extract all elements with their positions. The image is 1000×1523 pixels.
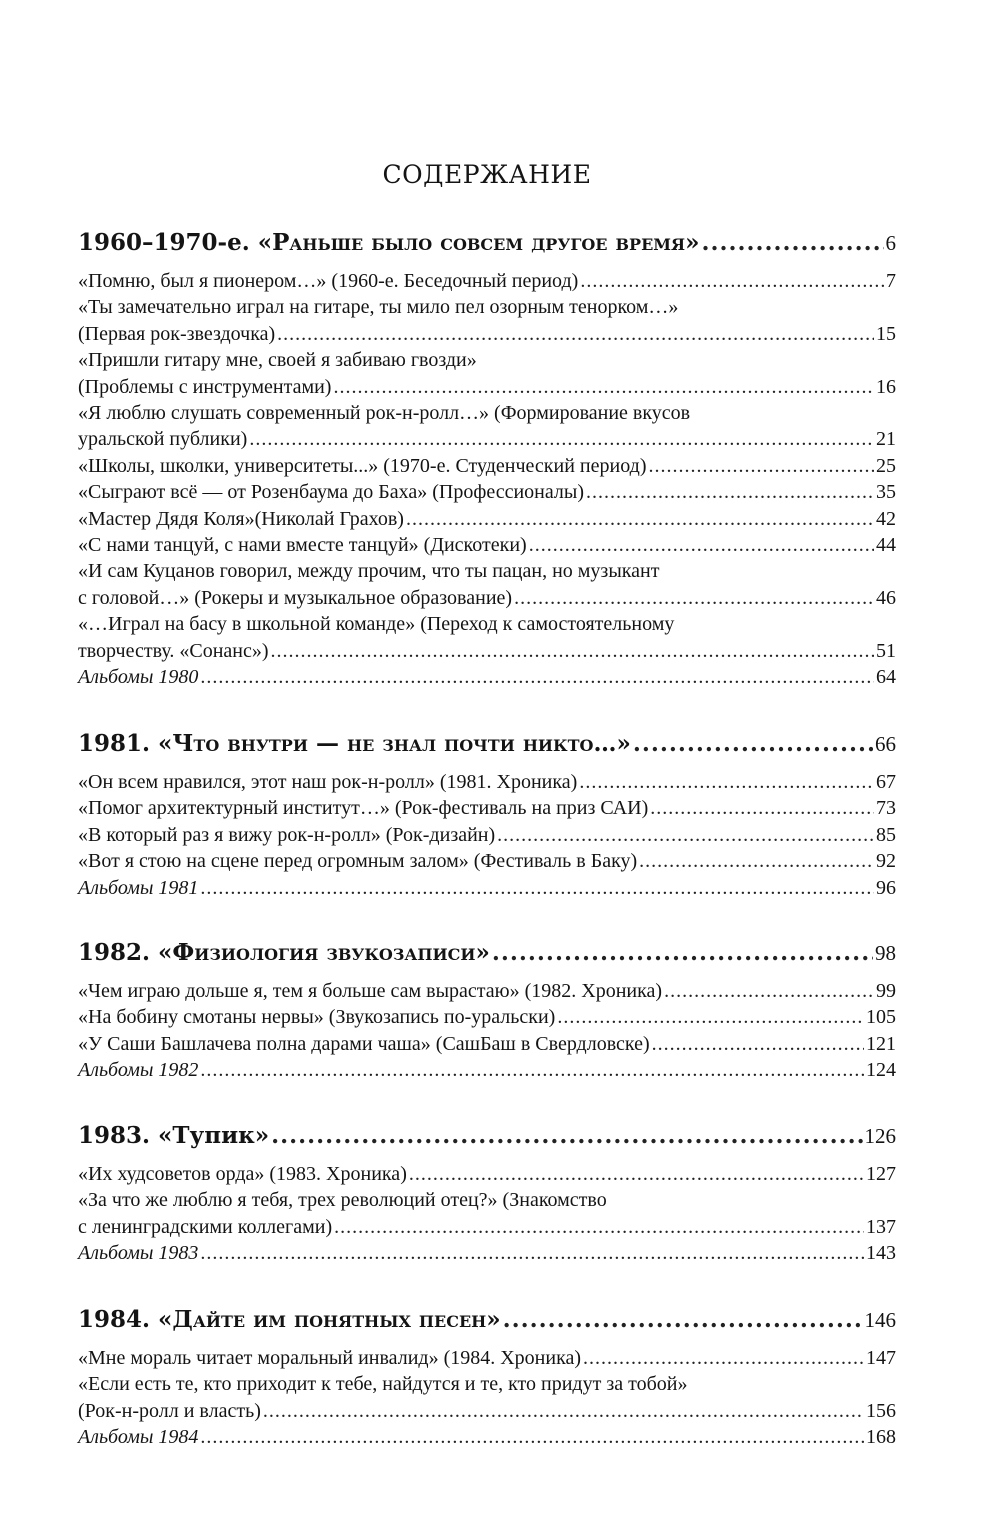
toc-entry[interactable] — [78, 638, 896, 664]
entry-text: «На бобину смотаны нервы» (Звукозапись по-уральски) — [78, 1006, 556, 1029]
entry-text: Альбомы 1982 — [78, 1059, 199, 1082]
page-number: 67 — [876, 771, 896, 793]
page-number: 25 — [876, 454, 896, 477]
page-number: 66 — [875, 732, 896, 756]
entry-text-line1[interactable]: «Если есть те, кто приходит к тебе, найдутся и те, кто придут за тобой» — [78, 1373, 688, 1396]
leader-dots — [497, 822, 874, 848]
chapter-heading[interactable] — [78, 1305, 896, 1335]
toc-entry[interactable] — [78, 268, 896, 294]
leader-dots — [406, 506, 874, 532]
leader-dots — [583, 1345, 864, 1371]
page-number: 126 — [864, 1124, 896, 1148]
chapter-heading[interactable] — [78, 729, 896, 759]
page-number: 147 — [866, 1347, 896, 1369]
entry-text: Альбомы 1980 — [78, 666, 199, 689]
leader-dots — [650, 795, 874, 821]
toc-entry[interactable] — [78, 1004, 896, 1030]
entry-text-line1[interactable]: «…Играл на басу в школьной команде» (Переход к самостоятельному — [78, 613, 675, 636]
entry-text: «Помог архитектурный институт…» (Рок-фестиваль на приз САИ) — [78, 797, 649, 820]
entry-text: «Мне мораль читает моральный инвалид» (1984. Хроника) — [78, 1347, 582, 1369]
entry-text: Альбомы 1983 — [78, 1242, 199, 1265]
chapter-heading[interactable] — [78, 228, 896, 258]
leader-dots — [639, 848, 874, 874]
entry-text-line1[interactable]: «Я люблю слушать современный рок-н-ролл…» (Формирование вкусов — [78, 402, 691, 425]
page-number: 98 — [875, 941, 896, 965]
entry-text: «С нами танцуй, с нами вместе танцуй» (Дискотеки) — [78, 534, 527, 557]
page-number: 146 — [864, 1308, 896, 1332]
page-number: 105 — [866, 1006, 896, 1029]
chapter-heading[interactable] — [78, 1121, 896, 1151]
leader-dots — [200, 1424, 864, 1450]
entry-text: «Мастер Дядя Коля»(Николай Грахов) — [78, 507, 404, 530]
entry-text: «У Саши Башлачева полна дарами чаша» (СашБаш в Свердловске) — [78, 1032, 650, 1055]
leader-dots — [409, 1161, 864, 1187]
entry-text: (Рок-н-ролл и власть) — [78, 1399, 261, 1422]
entry-text: с головой…» (Рокеры и музыкальное образование) — [78, 586, 513, 609]
entry-text: «Помню, был я пионером…» (1960-е. Беседочный период) — [78, 270, 579, 292]
entry-text: Альбомы 1984 — [78, 1426, 199, 1449]
toc-entry[interactable] — [78, 1398, 896, 1424]
toc-entry[interactable] — [78, 1161, 896, 1187]
toc-entry[interactable] — [78, 848, 896, 874]
chapter-1983 — [78, 1121, 896, 1267]
page-number: 127 — [866, 1163, 896, 1185]
leader-dots — [557, 1004, 864, 1030]
chapter-year: 1960–1970-е. — [78, 229, 250, 256]
toc-entry-albums[interactable] — [78, 1240, 896, 1266]
page-number: 21 — [876, 428, 896, 451]
toc-entry-albums[interactable] — [78, 875, 896, 901]
page-number: 35 — [876, 481, 896, 504]
page-number: 85 — [876, 823, 896, 846]
chapter-heading[interactable] — [78, 938, 896, 968]
toc-entry[interactable] — [78, 426, 896, 452]
leader-dots — [514, 585, 874, 611]
toc-entry[interactable] — [78, 978, 896, 1004]
page-number: 15 — [876, 322, 896, 345]
toc-entry[interactable] — [78, 506, 896, 532]
page-number: 42 — [876, 507, 896, 530]
leader-dots — [633, 729, 873, 759]
page-number: 92 — [876, 850, 896, 873]
page-number: 96 — [876, 876, 896, 899]
chapter-name: «Раньше было совсем другое время» — [257, 229, 700, 256]
entry-text: с ленинградскими коллегами) — [78, 1215, 333, 1238]
leader-dots — [580, 268, 884, 294]
entry-text: (Первая рок-звездочка) — [78, 322, 276, 345]
page-number: 143 — [866, 1242, 896, 1265]
leader-dots — [492, 938, 873, 968]
toc-entry[interactable] — [78, 453, 896, 479]
page-number: 99 — [876, 980, 896, 1002]
leader-dots — [200, 664, 874, 690]
chapter-year: 1981. — [78, 730, 151, 757]
leader-dots — [529, 532, 874, 558]
leader-dots — [648, 453, 874, 479]
page-number: 51 — [876, 639, 896, 662]
leader-dots — [200, 1057, 864, 1083]
chapter-name: «Тупик» — [158, 1122, 270, 1149]
toc-entry[interactable] — [78, 321, 896, 347]
entry-text: Альбомы 1981 — [78, 876, 199, 899]
chapter-name: «Дайте им понятных песен» — [158, 1306, 501, 1333]
entry-text-line1[interactable]: «И сам Куцанов говорил, между прочим, что ты пацан, но музыкант — [78, 560, 660, 583]
toc-entry[interactable] — [78, 532, 896, 558]
page-number: 124 — [866, 1059, 896, 1082]
leader-dots — [579, 769, 874, 795]
page-number: 168 — [866, 1426, 896, 1449]
entry-text: «Сыграют всё — от Розенбаума до Баха» (Профессионалы) — [78, 481, 584, 504]
leader-dots — [271, 638, 874, 664]
toc-entry[interactable] — [78, 479, 896, 505]
chapter-name: «Физиология звукозаписи» — [158, 939, 490, 966]
chapter-name: «Что внутри — не знал почти никто…» — [158, 730, 631, 757]
chapter-1981 — [78, 729, 896, 901]
entry-text: «Вот я стою на сцене перед огромным залом» (Фестиваль в Баку) — [78, 850, 638, 873]
leader-dots — [263, 1398, 864, 1424]
toc-entry[interactable] — [78, 822, 896, 848]
leader-dots — [334, 1214, 864, 1240]
toc-entry-albums[interactable] — [78, 1057, 896, 1083]
toc-entry-albums[interactable] — [78, 1424, 896, 1450]
entry-text: «Школы, школки, университеты...» (1970-е. Студенческий период) — [78, 454, 647, 477]
page-number: 121 — [866, 1032, 896, 1055]
page-number: 7 — [886, 270, 896, 292]
leader-dots — [333, 374, 874, 400]
page-number: 64 — [876, 666, 896, 689]
entry-text: творчеству. «Сонанс») — [78, 639, 269, 662]
entry-text-line1[interactable]: «За что же люблю я тебя, трех революций отец?» (Знакомство — [78, 1189, 607, 1212]
leader-dots — [271, 1121, 862, 1151]
entry-text: (Проблемы с инструментами) — [78, 375, 332, 398]
entry-text: «Он всем нравился, этот наш рок-н-ролл» (1981. Хроника) — [78, 771, 578, 793]
toc-entry[interactable] — [78, 769, 896, 795]
entry-text: «Чем играю дольше я, тем я больше сам вырастаю» (1982. Хроника) — [78, 980, 663, 1002]
leader-dots — [664, 978, 874, 1004]
toc-entry[interactable] — [78, 374, 896, 400]
chapter-1982 — [78, 938, 896, 1084]
leader-dots — [701, 228, 883, 258]
chapter-year: 1982. — [78, 939, 151, 966]
toc-entry[interactable] — [78, 1345, 896, 1371]
toc-entry[interactable] — [78, 1214, 896, 1240]
page-number: 16 — [876, 375, 896, 398]
page-number: 156 — [866, 1399, 896, 1422]
page-number: 73 — [876, 797, 896, 820]
entry-text: «Их худсоветов орда» (1983. Хроника) — [78, 1163, 407, 1185]
entry-text: уральской публики) — [78, 428, 248, 451]
leader-dots — [652, 1031, 864, 1057]
page-number: 44 — [876, 534, 896, 557]
leader-dots — [586, 479, 874, 505]
chapter-1960-1970 — [78, 228, 896, 691]
leader-dots — [277, 321, 874, 347]
toc-entry[interactable] — [78, 1031, 896, 1057]
entry-text-line1[interactable]: «Пришли гитару мне, своей я забиваю гвозди» — [78, 349, 477, 372]
leader-dots — [249, 426, 874, 452]
leader-dots — [200, 875, 874, 901]
chapter-year: 1983. — [78, 1122, 151, 1149]
page-number: 137 — [866, 1215, 896, 1238]
leader-dots — [200, 1240, 864, 1266]
toc-entry[interactable] — [78, 795, 896, 821]
entry-text-line1[interactable]: «Ты замечательно играл на гитаре, ты мило пел озорным тенорком…» — [78, 296, 679, 319]
chapter-1984 — [78, 1305, 896, 1451]
page-title: СОДЕРЖАНИЕ — [382, 160, 592, 189]
leader-dots — [503, 1305, 863, 1335]
page-number: 6 — [885, 231, 896, 255]
chapter-year: 1984. — [78, 1306, 151, 1333]
toc-entry-albums[interactable] — [78, 664, 896, 690]
toc-entry[interactable] — [78, 585, 896, 611]
entry-text: «В который раз я вижу рок-н-ролл» (Рок-дизайн) — [78, 823, 496, 846]
page-number: 46 — [876, 586, 896, 609]
